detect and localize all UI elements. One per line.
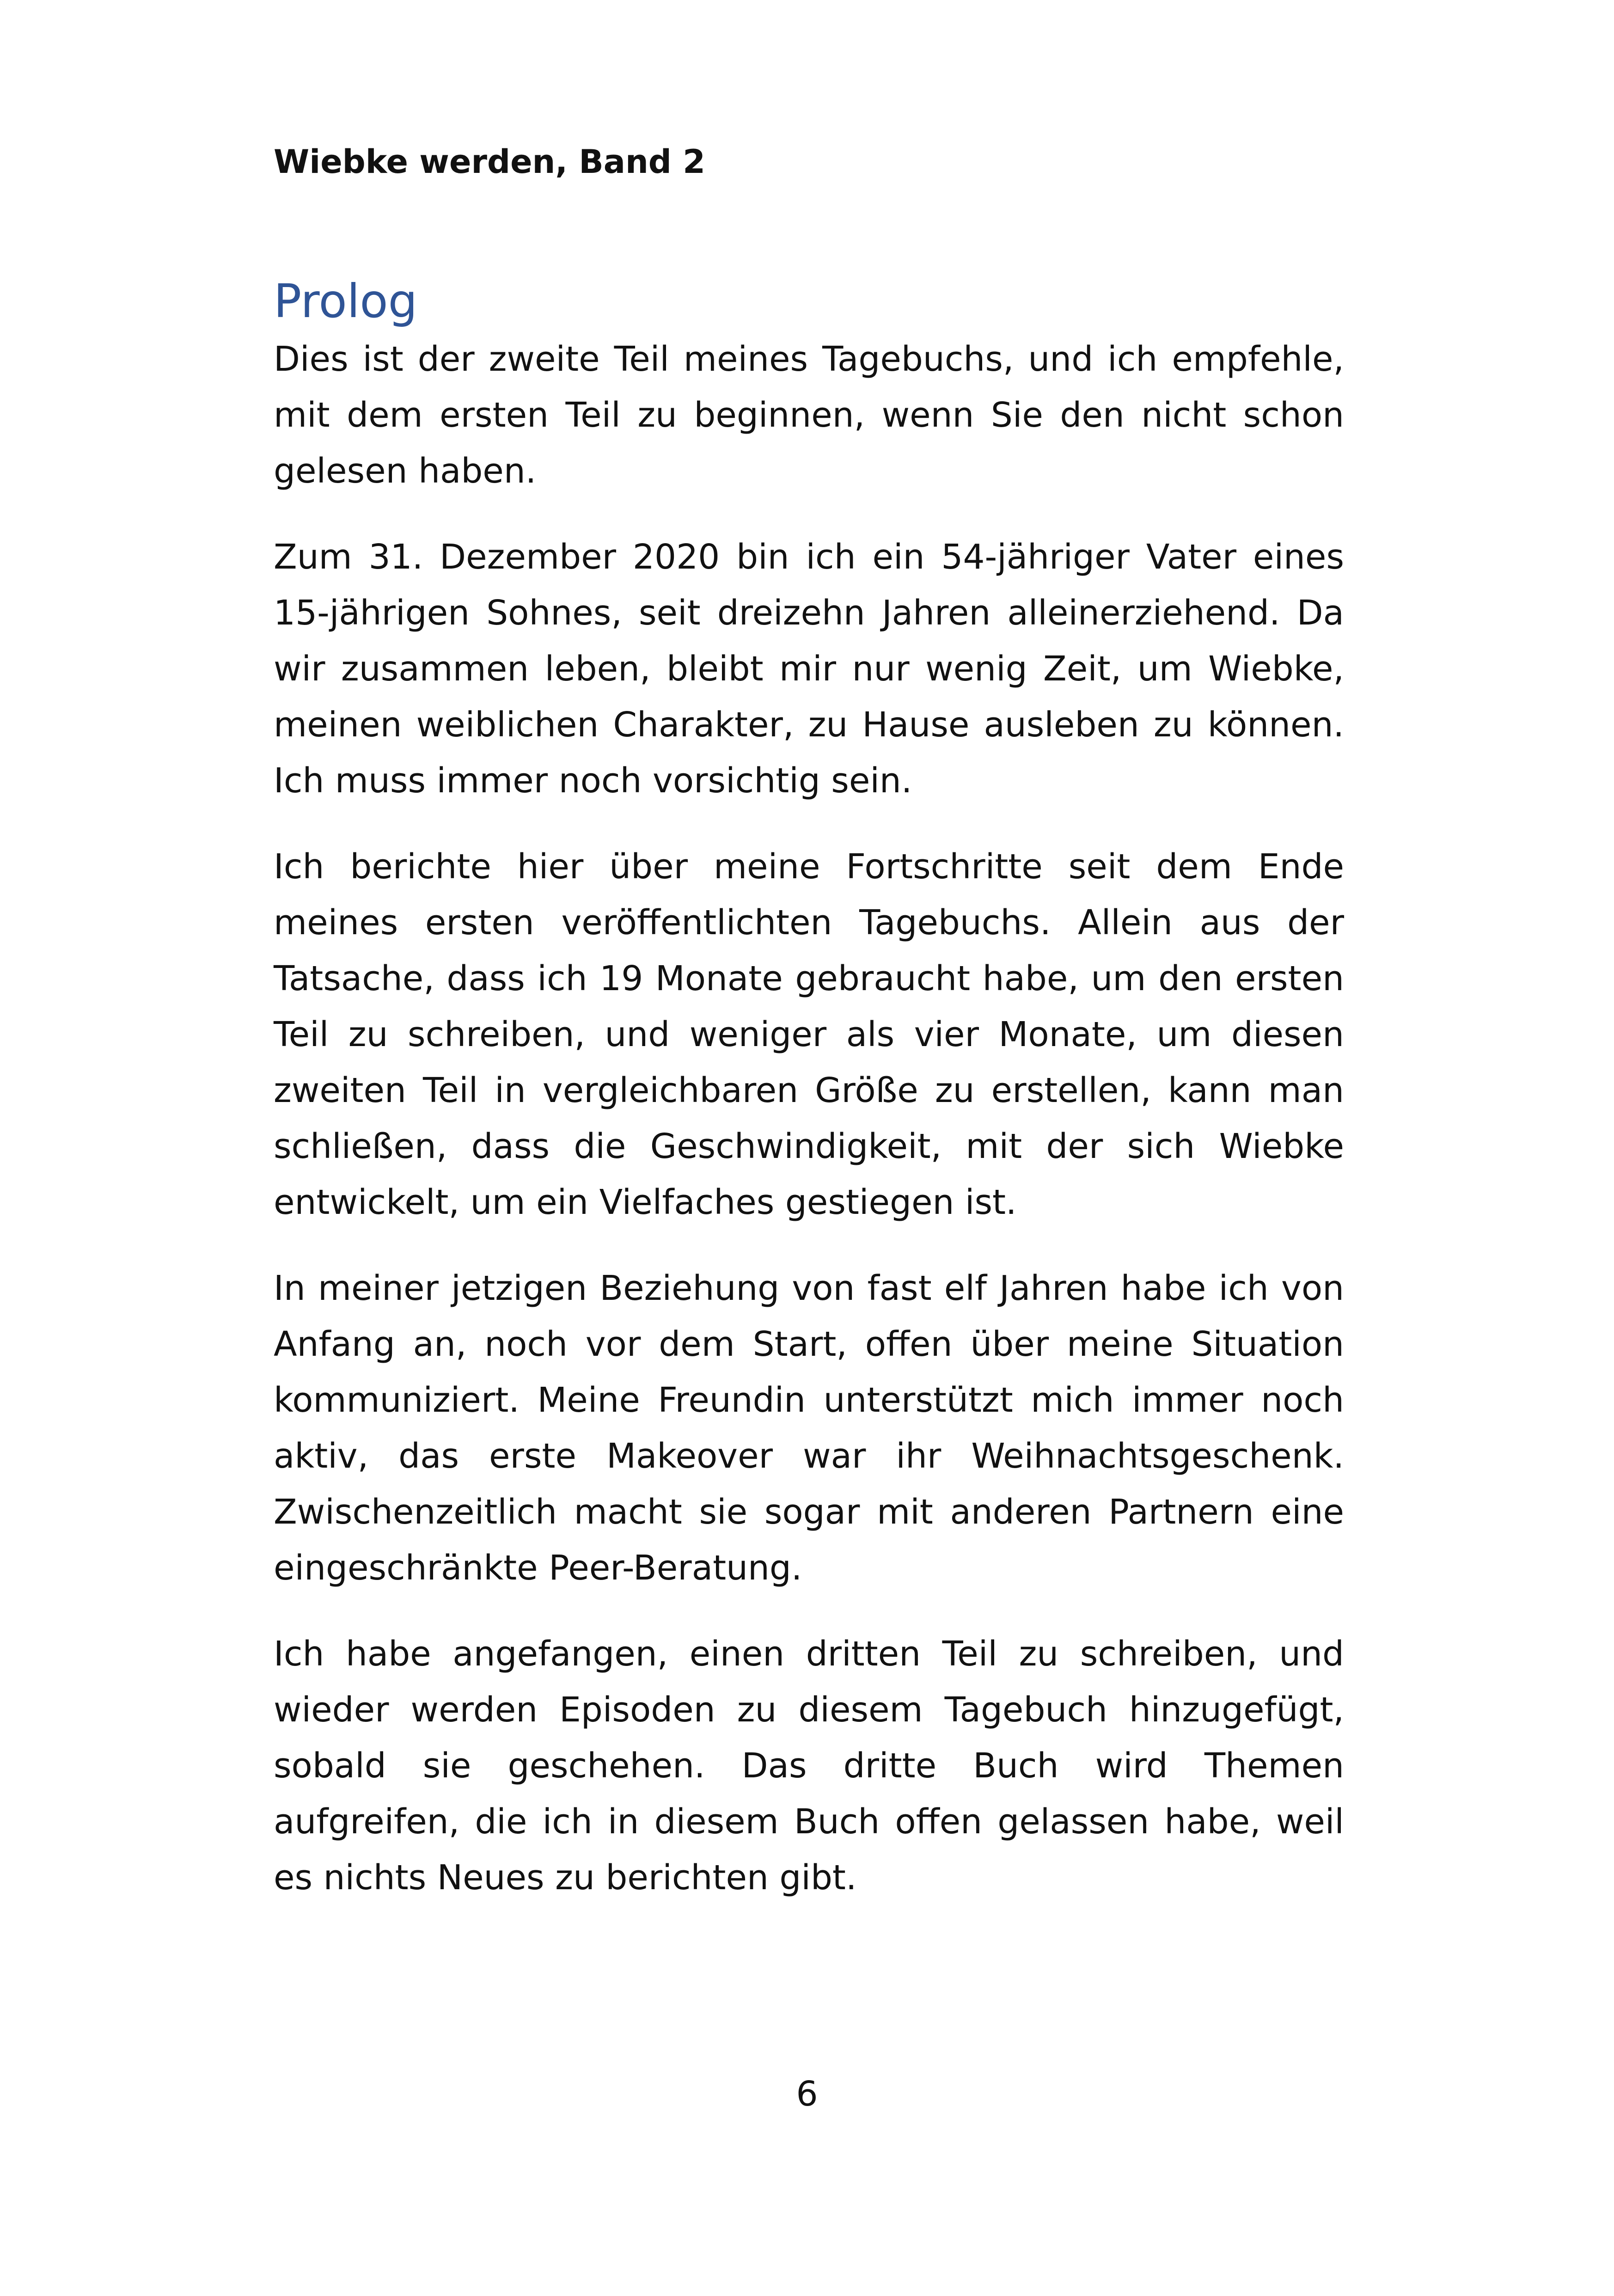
document-page <box>274 139 1344 1936</box>
paragraph-2: Zum 31. Dezember 2020 bin ich ein 54-jähriger Vater eines 15-jährigen Sohnes, seit dreizehn Jahren alleinerziehend. Da wir zusammen leben, bleibt mir nur wenig Zeit, um Wiebke, meinen weiblichen Charakter, zu Hause ausleben zu können. Ich muss immer noch vorsichtig sein. <box>274 537 1344 801</box>
paragraph-5: Ich habe angefangen, einen dritten Teil zu schreiben, und wieder werden Episoden zu diesem Tagebuch hinzugefügt, sobald sie geschehen. Das dritte Buch wird Themen aufgreifen, die ich in diesem Buch offen gelassen habe, weil es nichts Neues zu berichten gibt. <box>274 1634 1344 1898</box>
paragraph-3: Ich berichte hier über meine Fortschritte seit dem Ende meines ersten veröffentlichten Tagebuchs. Allein aus der Tatsache, dass ich 19 Monate gebraucht habe, um den ersten Teil zu schreiben, und weniger als vier Monate, um diesen zweiten Teil in vergleichbaren Größe zu erstellen, kann man schließen, dass die Geschwindigkeit, mit der sich Wiebke entwickelt, um ein Vielfaches gestiegen ist. <box>274 847 1344 1222</box>
book-title: Wiebke werden, Band 2 <box>274 143 705 181</box>
paragraph-4: In meiner jetzigen Beziehung von fast elf Jahren habe ich von Anfang an, noch vor dem Start, offen über meine Situation kommuniziert. Meine Freundin unterstützt mich immer noch aktiv, das erste Makeover war ihr Weihnachtsgeschenk. Zwischenzeitlich macht sie sogar mit anderen Partnern eine eingeschränkte Peer-Beratung. <box>274 1268 1344 1588</box>
paragraph-1: Dies ist der zweite Teil meines Tagebuchs, und ich empfehle, mit dem ersten Teil zu beginnen, wenn Sie den nicht schon gelesen haben. <box>274 339 1344 491</box>
chapter-heading: Prolog <box>274 274 418 328</box>
page-number: 6 <box>796 2074 818 2114</box>
